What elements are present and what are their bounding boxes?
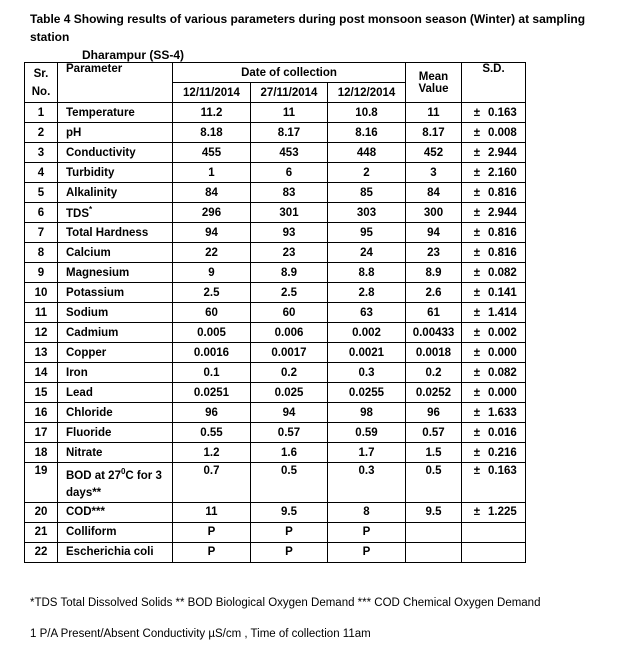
- cell-parameter: Total Hardness: [58, 223, 173, 243]
- cell-date-3: 2.8: [328, 283, 406, 303]
- cell-sr-no: 14: [25, 363, 58, 383]
- cell-date-2: 9.5: [251, 502, 328, 522]
- cell-date-3: 2: [328, 163, 406, 183]
- cell-date-1: 8.18: [173, 123, 251, 143]
- cell-sd: ± 0.000: [462, 383, 526, 403]
- table-row: [25, 343, 526, 363]
- cell-date-1: 11: [173, 502, 251, 522]
- cell-sr-no: 22: [25, 542, 58, 562]
- cell-date-1: 0.55: [173, 423, 251, 443]
- cell-date-3: 8.8: [328, 263, 406, 283]
- cell-sd: ± 1.225: [462, 502, 526, 522]
- cell-sd: ± 0.816: [462, 223, 526, 243]
- cell-parameter: BOD at $27^0C$ for 3 days**: [58, 463, 173, 503]
- cell-date-1: 1.2: [173, 443, 251, 463]
- cell-date-1: 9: [173, 263, 251, 283]
- cell-sr-no: 16: [25, 403, 58, 423]
- cell-mean: 0.57: [406, 423, 462, 443]
- header-sd: S.D.: [462, 63, 526, 103]
- cell-parameter: Potassium: [58, 283, 173, 303]
- cell-sd: ± 2.160: [462, 163, 526, 183]
- cell-mean: 0.0018: [406, 343, 462, 363]
- cell-date-2: 301: [251, 203, 328, 223]
- cell-mean: 61: [406, 303, 462, 323]
- cell-sr-no: 11: [25, 303, 58, 323]
- cell-sd: ± 0.002: [462, 323, 526, 343]
- cell-date-3: 24: [328, 243, 406, 263]
- cell-date-3: 0.0255: [328, 383, 406, 403]
- header-date-of-collection: Date of collection: [173, 63, 406, 83]
- cell-sr-no: 5: [25, 183, 58, 203]
- cell-date-3: 0.3: [328, 463, 406, 503]
- table-row: [25, 383, 526, 403]
- table-row: [25, 203, 526, 223]
- cell-date-3: 0.0021: [328, 343, 406, 363]
- header-date-1: 12/11/2014: [173, 83, 251, 103]
- cell-sd: ± 0.816: [462, 183, 526, 203]
- cell-parameter: Lead: [58, 383, 173, 403]
- cell-mean: 23: [406, 243, 462, 263]
- cell-sd: ± 2.944: [462, 143, 526, 163]
- cell-date-1: 1: [173, 163, 251, 183]
- table-row: [25, 243, 526, 263]
- cell-parameter: Colliform: [58, 522, 173, 542]
- cell-mean: 8.9: [406, 263, 462, 283]
- footnote-abbreviations: *TDS Total Dissolved Solids ** BOD Biological Oxygen Demand *** COD Chemical Oxygen Demand: [30, 597, 541, 609]
- cell-parameter: Turbidity: [58, 163, 173, 183]
- table-row: [25, 323, 526, 343]
- caption-line-1: Table 4 Showing results of various parameters during post monsoon season (Winter) at sampling station: [30, 12, 586, 44]
- cell-mean: 300: [406, 203, 462, 223]
- cell-sr-no: 2: [25, 123, 58, 143]
- cell-sr-no: 4: [25, 163, 58, 183]
- cell-date-1: 11.2: [173, 103, 251, 123]
- cell-sr-no: 21: [25, 522, 58, 542]
- cell-date-3: 1.7: [328, 443, 406, 463]
- cell-sd: [462, 542, 526, 562]
- cell-parameter: TDS*: [58, 203, 173, 223]
- cell-date-2: 23: [251, 243, 328, 263]
- cell-parameter: Calcium: [58, 243, 173, 263]
- cell-sd: ± 0.216: [462, 443, 526, 463]
- cell-sr-no: 10: [25, 283, 58, 303]
- cell-mean: 8.17: [406, 123, 462, 143]
- cell-date-1: 0.0251: [173, 383, 251, 403]
- table-row: [25, 443, 526, 463]
- cell-sd: ± 2.944: [462, 203, 526, 223]
- table-row: [25, 103, 526, 123]
- cell-date-2: 0.2: [251, 363, 328, 383]
- cell-date-2: 0.025: [251, 383, 328, 403]
- cell-mean: 0.00433: [406, 323, 462, 343]
- cell-date-2: 1.6: [251, 443, 328, 463]
- cell-mean: 452: [406, 143, 462, 163]
- cell-date-3: 8: [328, 502, 406, 522]
- header-mean-value: Mean Value: [406, 63, 462, 103]
- cell-date-1: 455: [173, 143, 251, 163]
- cell-date-3: 448: [328, 143, 406, 163]
- cell-date-2: 8.17: [251, 123, 328, 143]
- cell-date-3: 0.3: [328, 363, 406, 383]
- cell-date-1: 0.1: [173, 363, 251, 383]
- table-row: [25, 463, 526, 503]
- cell-sr-no: 1: [25, 103, 58, 123]
- table-row: [25, 303, 526, 323]
- cell-mean: 9.5: [406, 502, 462, 522]
- cell-parameter: Iron: [58, 363, 173, 383]
- cell-mean: 0.5: [406, 463, 462, 503]
- table-row: [25, 183, 526, 203]
- cell-sr-no: 7: [25, 223, 58, 243]
- table-caption: [30, 10, 617, 64]
- cell-sd: ± 0.141: [462, 283, 526, 303]
- cell-parameter: Conductivity: [58, 143, 173, 163]
- footnote-units: 1 P/A Present/Absent Conductivity µS/cm , Time of collection 11am: [30, 628, 371, 640]
- cell-sr-no: 20: [25, 502, 58, 522]
- cell-parameter: Temperature: [58, 103, 173, 123]
- header-date-2: 27/11/2014: [251, 83, 328, 103]
- cell-sr-no: 18: [25, 443, 58, 463]
- cell-parameter: Alkalinity: [58, 183, 173, 203]
- table-row: [25, 363, 526, 383]
- cell-date-1: 22: [173, 243, 251, 263]
- table-row: [25, 403, 526, 423]
- table-row: [25, 263, 526, 283]
- cell-sd: [462, 522, 526, 542]
- cell-date-3: 8.16: [328, 123, 406, 143]
- cell-date-3: 95: [328, 223, 406, 243]
- cell-mean: 2.6: [406, 283, 462, 303]
- cell-sr-no: 6: [25, 203, 58, 223]
- table-body: [25, 103, 526, 563]
- cell-sd: ± 0.008: [462, 123, 526, 143]
- cell-date-2: P: [251, 522, 328, 542]
- table-row: [25, 542, 526, 562]
- cell-sr-no: 12: [25, 323, 58, 343]
- header-parameter: Parameter: [58, 63, 173, 103]
- cell-date-1: 296: [173, 203, 251, 223]
- table-row: [25, 502, 526, 522]
- cell-date-2: 0.006: [251, 323, 328, 343]
- cell-sd: ± 0.163: [462, 463, 526, 503]
- cell-parameter: Copper: [58, 343, 173, 363]
- table-row: [25, 123, 526, 143]
- cell-mean: 0.0252: [406, 383, 462, 403]
- cell-parameter: pH: [58, 123, 173, 143]
- cell-mean: 11: [406, 103, 462, 123]
- cell-sd: ± 0.816: [462, 243, 526, 263]
- cell-sd: ± 1.633: [462, 403, 526, 423]
- cell-date-1: 96: [173, 403, 251, 423]
- cell-sd: ± 0.082: [462, 363, 526, 383]
- cell-sd: ± 0.016: [462, 423, 526, 443]
- cell-date-2: 453: [251, 143, 328, 163]
- table-row: [25, 143, 526, 163]
- results-table: [24, 62, 526, 563]
- header-sr-no: Sr. No.: [25, 63, 58, 103]
- caption-line-2: Dharampur (SS-4): [82, 48, 185, 62]
- cell-date-3: 98: [328, 403, 406, 423]
- cell-mean: [406, 522, 462, 542]
- cell-date-2: 94: [251, 403, 328, 423]
- cell-sd: ± 0.163: [462, 103, 526, 123]
- table-row: [25, 283, 526, 303]
- cell-date-1: P: [173, 522, 251, 542]
- cell-parameter: Fluoride: [58, 423, 173, 443]
- cell-date-3: P: [328, 522, 406, 542]
- cell-sd: ± 0.082: [462, 263, 526, 283]
- cell-sr-no: 8: [25, 243, 58, 263]
- cell-date-2: 8.9: [251, 263, 328, 283]
- cell-date-2: 83: [251, 183, 328, 203]
- cell-date-2: 2.5: [251, 283, 328, 303]
- cell-mean: 84: [406, 183, 462, 203]
- cell-sr-no: 3: [25, 143, 58, 163]
- cell-sr-no: 9: [25, 263, 58, 283]
- table-row: [25, 163, 526, 183]
- cell-mean: 3: [406, 163, 462, 183]
- table-row: [25, 423, 526, 443]
- cell-date-2: 0.57: [251, 423, 328, 443]
- cell-parameter: Cadmium: [58, 323, 173, 343]
- cell-parameter: Chloride: [58, 403, 173, 423]
- cell-sr-no: 19: [25, 463, 58, 503]
- cell-date-3: 10.8: [328, 103, 406, 123]
- cell-date-1: 2.5: [173, 283, 251, 303]
- cell-date-1: P: [173, 542, 251, 562]
- cell-sr-no: 15: [25, 383, 58, 403]
- cell-mean: 96: [406, 403, 462, 423]
- cell-date-2: 11: [251, 103, 328, 123]
- cell-sd: ± 1.414: [462, 303, 526, 323]
- cell-date-1: 0.7: [173, 463, 251, 503]
- table-row: [25, 522, 526, 542]
- cell-date-2: P: [251, 542, 328, 562]
- cell-sr-no: 13: [25, 343, 58, 363]
- cell-date-2: 93: [251, 223, 328, 243]
- cell-parameter: Magnesium: [58, 263, 173, 283]
- cell-date-3: 0.59: [328, 423, 406, 443]
- cell-date-3: 303: [328, 203, 406, 223]
- cell-mean: 1.5: [406, 443, 462, 463]
- cell-mean: [406, 542, 462, 562]
- cell-date-3: 0.002: [328, 323, 406, 343]
- cell-date-2: 0.0017: [251, 343, 328, 363]
- table-row: [25, 223, 526, 243]
- cell-date-1: 84: [173, 183, 251, 203]
- cell-parameter: Sodium: [58, 303, 173, 323]
- cell-parameter: Nitrate: [58, 443, 173, 463]
- cell-date-1: 0.005: [173, 323, 251, 343]
- cell-date-2: 60: [251, 303, 328, 323]
- cell-sd: ± 0.000: [462, 343, 526, 363]
- cell-date-3: 63: [328, 303, 406, 323]
- cell-date-1: 94: [173, 223, 251, 243]
- cell-date-3: 85: [328, 183, 406, 203]
- cell-parameter: COD***: [58, 502, 173, 522]
- cell-date-1: 60: [173, 303, 251, 323]
- cell-date-2: 6: [251, 163, 328, 183]
- cell-date-1: 0.0016: [173, 343, 251, 363]
- cell-parameter: Escherichia coli: [58, 542, 173, 562]
- cell-date-3: P: [328, 542, 406, 562]
- header-date-3: 12/12/2014: [328, 83, 406, 103]
- cell-date-2: 0.5: [251, 463, 328, 503]
- cell-mean: 94: [406, 223, 462, 243]
- cell-sr-no: 17: [25, 423, 58, 443]
- cell-mean: 0.2: [406, 363, 462, 383]
